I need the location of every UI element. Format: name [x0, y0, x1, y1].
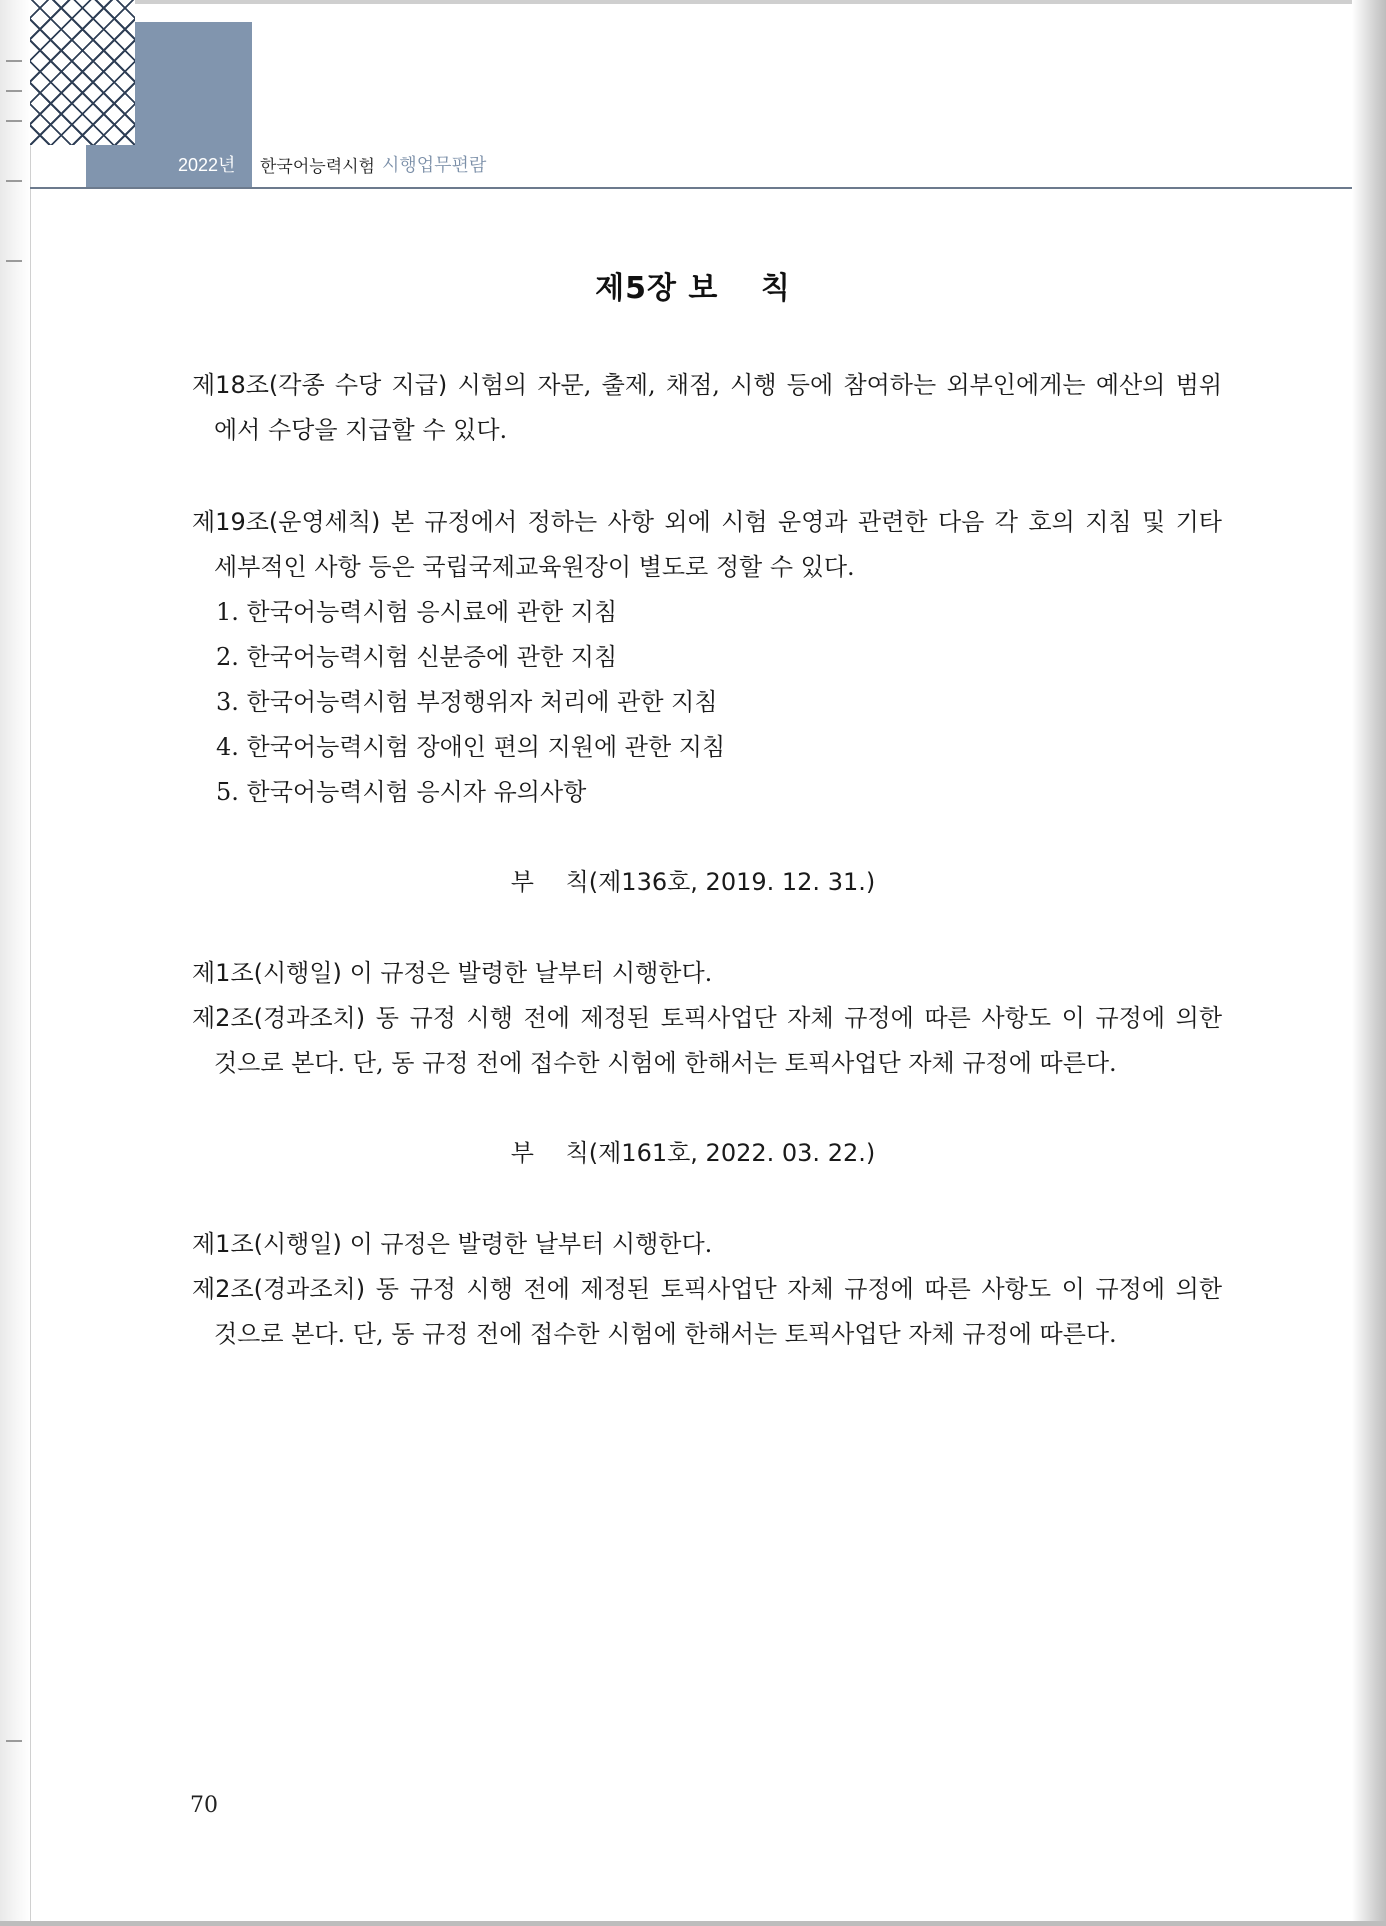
list-item: 5. 한국어능력시험 응시자 유의사항 [216, 778, 587, 806]
supplement-2-heading: 부 칙(제161호, 2022. 03. 22.) [510, 1139, 876, 1167]
article-18-text-1: 시험의 자문, 출제, 채점, 시행 등에 참여하는 외부인에게는 예산의 범위 [457, 371, 1223, 399]
supplement-1-article-2-text-1: 동 규정 시행 전에 제정된 토픽사업단 자체 규정에 따른 사항도 이 규정에 의한 [375, 1004, 1222, 1032]
supplement-1-article-1 [192, 953, 712, 988]
supplement-2-article-1-text: 이 규정은 발령한 날부터 시행한다. [349, 1230, 713, 1258]
article-18-line-1 [192, 365, 1222, 400]
supplement-1-heading: 부 칙(제136호, 2019. 12. 31.) [510, 868, 876, 896]
chapter-title: 제5장 보 칙 [595, 271, 791, 306]
supplement-2-article-2-text-2: 것으로 본다. 단, 동 규정 전에 접수한 시험에 한해서는 토픽사업단 자체 규정에 따른다. [214, 1320, 1117, 1348]
supplement-1-article-1-label: 제1조(시행일) [192, 959, 342, 987]
header-rule [30, 187, 1352, 189]
list-item: 3. 한국어능력시험 부정행위자 처리에 관한 지침 [216, 688, 718, 716]
supplement-1-article-1-text: 이 규정은 발령한 날부터 시행한다. [349, 959, 713, 987]
supplement-1-article-2-text-2: 것으로 본다. 단, 동 규정 전에 접수한 시험에 한해서는 토픽사업단 자체 규정에 따른다. [214, 1049, 1117, 1077]
header-title-sub: 시행업무편람 [382, 155, 487, 176]
supplement-2-article-1 [192, 1224, 712, 1259]
header-lattice-pattern [30, 0, 135, 145]
supplement-1-article-2-label: 제2조(경과조치) [192, 1004, 366, 1032]
supplement-1-article-2-line-1 [192, 998, 1222, 1033]
list-item: 2. 한국어능력시험 신분증에 관한 지침 [216, 643, 618, 671]
article-18-label: 제18조(각종 수당 지급) [192, 371, 448, 399]
header-year: 2022년 [178, 155, 236, 175]
page-number: 70 [190, 1793, 218, 1818]
article-18-text-2: 에서 수당을 지급할 수 있다. [214, 416, 508, 444]
supplement-2-article-2-label: 제2조(경과조치) [192, 1275, 366, 1303]
page-bottom-edge [0, 1921, 1386, 1926]
page-top-edge [0, 0, 1386, 4]
article-19-label: 제19조(운영세칙) [192, 508, 381, 536]
supplement-2-article-2-line-1 [192, 1269, 1222, 1304]
article-19-text-2: 세부적인 사항 등은 국립국제교육원장이 별도로 정할 수 있다. [214, 553, 855, 581]
supplement-2-article-1-label: 제1조(시행일) [192, 1230, 342, 1258]
list-item: 4. 한국어능력시험 장애인 편의 지원에 관한 지침 [216, 733, 726, 761]
article-19-text-1: 본 규정에서 정하는 사항 외에 시험 운영과 관련한 다음 각 호의 지침 및 기타 [390, 508, 1222, 536]
article-19-line-1 [192, 502, 1222, 537]
header-title-main: 한국어능력시험 [260, 157, 375, 177]
list-item: 1. 한국어능력시험 응시료에 관한 지침 [216, 598, 618, 626]
supplement-2-article-2-text-1: 동 규정 시행 전에 제정된 토픽사업단 자체 규정에 따른 사항도 이 규정에 의한 [375, 1275, 1222, 1303]
